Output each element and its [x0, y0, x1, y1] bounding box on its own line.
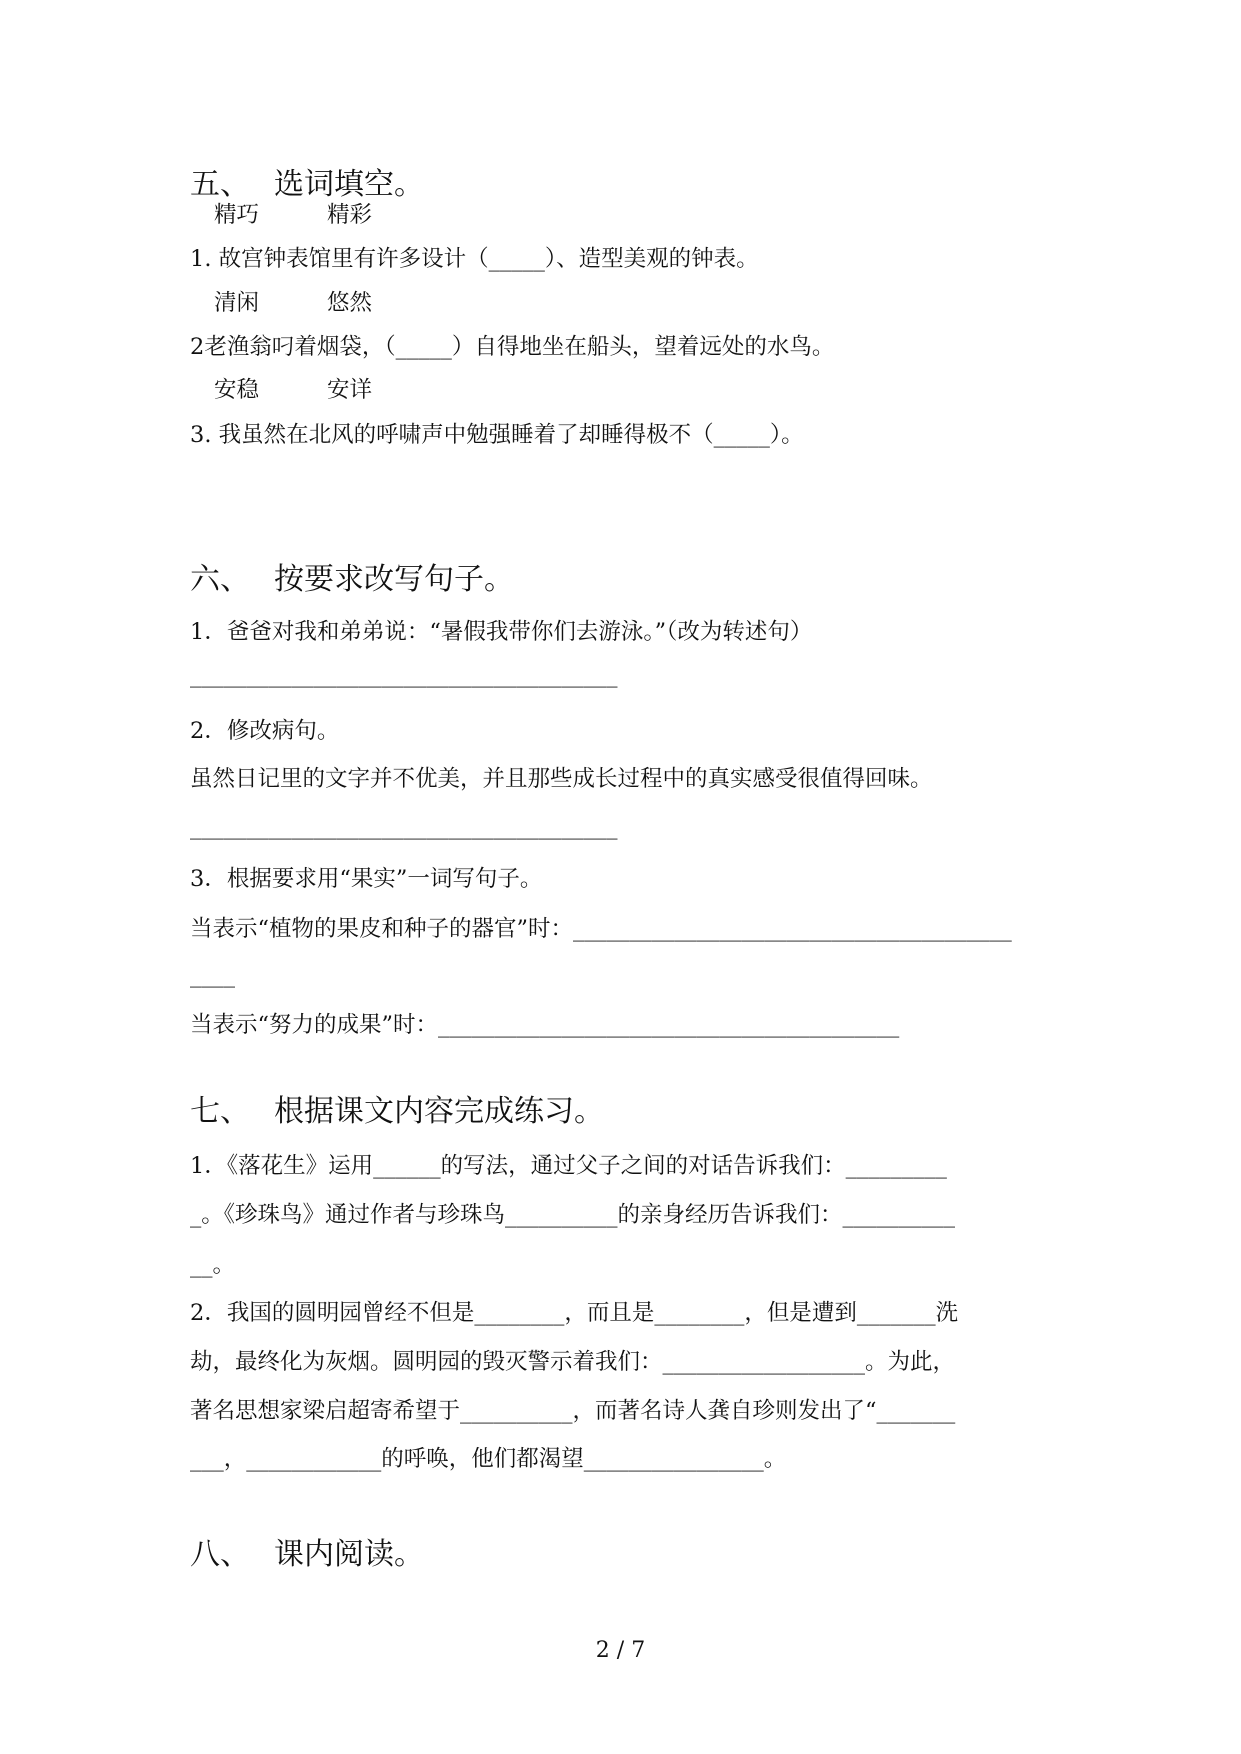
section-title: 根据课文内容完成练习。 [274, 1094, 604, 1129]
paragraph-line: _。《珍珠鸟》通过作者与珍珠鸟__________的亲身经历告诉我们：__________ [190, 1202, 956, 1228]
question-text: 虽然日记里的文字并不优美，并且那些成长过程中的真实感受很值得回味。 [190, 766, 933, 792]
section-title: 按要求改写句子。 [274, 562, 514, 597]
section-title: 课内阅读。 [274, 1537, 424, 1572]
fill-sentence: 1. 故宫钟表馆里有许多设计（_____）、造型美观的钟表。 [190, 246, 759, 272]
section-5-heading [190, 165, 424, 205]
word-choice: 安详 [327, 377, 373, 403]
paragraph-line: 2．我国的圆明园曾经不但是________，而且是________，但是遭到_______洗 [190, 1300, 959, 1326]
paragraph-line: __。 [190, 1252, 236, 1278]
paragraph-line: 劫，最终化为灰烟。圆明园的毁灭警示着我们：__________________。为此， [190, 1349, 956, 1375]
section-number: 七、 [190, 1094, 250, 1129]
paragraph-line: 著名思想家梁启超寄希望于__________，而著名诗人龚自珍则发出了“_______ [190, 1398, 956, 1424]
word-choice: 精巧 [214, 202, 260, 228]
answer-line: ______________________________________ [190, 814, 618, 840]
fill-sentence: 2老渔翁叼着烟袋，（_____）自得地坐在船头，望着远处的水鸟。 [190, 334, 835, 360]
page-number: 2 / 7 [595, 1638, 646, 1663]
answer-line: ______________________________________ [190, 662, 618, 688]
question-text: 3．根据要求用“果实”一词写句子。 [190, 866, 543, 892]
question-text: 2．修改病句。 [190, 718, 340, 744]
paragraph-line: ___，____________的呼唤，他们都渴望________________。 [190, 1446, 787, 1472]
question-text: 当表示“努力的成果”时：_________________________________________ [190, 1012, 900, 1038]
paragraph-line: 1．《落花生》运用______的写法，通过父子之间的对话告诉我们：_________ [190, 1153, 947, 1179]
section-number: 八、 [190, 1537, 250, 1572]
section-number: 六、 [190, 562, 250, 597]
fill-sentence: 3. 我虽然在北风的呼啸声中勉强睡着了却睡得极不（_____）。 [190, 422, 804, 448]
section-number: 五、 [190, 167, 250, 202]
word-choice: 安稳 [214, 377, 260, 403]
section-6-heading [190, 560, 514, 600]
word-choice: 悠然 [327, 290, 373, 316]
section-7-heading [190, 1092, 604, 1132]
question-text: 当表示“植物的果皮和种子的器官”时：_______________________________________ [190, 916, 1012, 942]
question-text: 1．爸爸对我和弟弟说：“暑假我带你们去游泳。”（改为转述句） [190, 619, 813, 645]
word-choice: 精彩 [327, 202, 373, 228]
section-title: 选词填空。 [274, 167, 424, 202]
answer-line: ____ [190, 962, 235, 988]
word-choice: 清闲 [214, 290, 260, 316]
section-8-heading [190, 1535, 424, 1575]
